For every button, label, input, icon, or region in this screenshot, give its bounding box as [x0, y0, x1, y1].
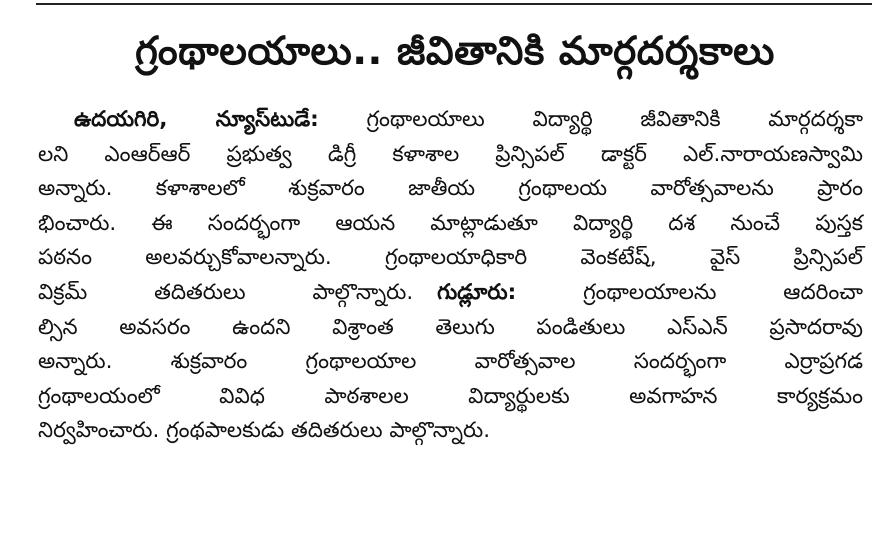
- body-line-8: అన్నారు. శుక్రవారం గ్రంథాలయాల వారోత్సవాల సందర్భంగా ఎర్రాప్రగడ: [38, 349, 863, 375]
- body-text: గ్రంథాలయాలను ఆదరించా: [583, 279, 863, 305]
- headline: గ్రంథాలయాలు.. జీవితానికి మార్గదర్శకాలు: [135, 29, 775, 74]
- dateline: ఉదయగిరి, న్యూస్‌టుడే:: [74, 107, 319, 132]
- body-line-7: ల్సిన అవసరం ఉందని విశ్రాంత తెలుగు పండితులు ఎస్ఎన్ ప్రసాదరావు: [38, 314, 863, 340]
- body-line-4: భించారు. ఈ సందర్భంగా ఆయన మాట్లాడుతూ విద్యార్థి దశ నుంచే పుస్తక: [38, 210, 863, 236]
- body-line-5: పఠనం అలవర్చుకోవాలన్నారు. గ్రంథాలయాధికారి వెంకటేష్, వైస్ ప్రిన్సిపల్: [38, 245, 863, 271]
- body-line-10: నిర్వహించారు. గ్రంథపాలకుడు తదితరులు పాల్గొన్నారు.: [38, 418, 491, 444]
- body-line-6: [38, 276, 863, 311]
- article-body: [38, 103, 863, 449]
- body-line-1: [38, 103, 863, 138]
- body-line-3: అన్నారు. కళాశాలలో శుక్రవారం జాతీయ గ్రంథాలయ వారోత్సవాలను ప్రారం: [38, 176, 863, 202]
- body-line-9: గ్రంథాలయంలో వివిధ పాఠశాలల విద్యార్థులకు అవగాహన కార్యక్రమం: [38, 383, 863, 409]
- place-name: గుడ్లూరు:: [437, 279, 517, 305]
- body-text: విక్రమ్ తదితరులు పాల్గొన్నారు.: [38, 279, 414, 305]
- top-rule: [36, 3, 872, 5]
- body-text: గ్రంథాలయాలు విద్యార్థి జీవితానికి మార్గదర్శకా: [366, 107, 863, 132]
- body-line-2: లని ఎంఆర్ఆర్ ప్రభుత్వ డిగ్రీ కళాశాల ప్రిన్సిపల్ డాక్టర్ ఎల్.నారాయణస్వామి: [38, 141, 863, 167]
